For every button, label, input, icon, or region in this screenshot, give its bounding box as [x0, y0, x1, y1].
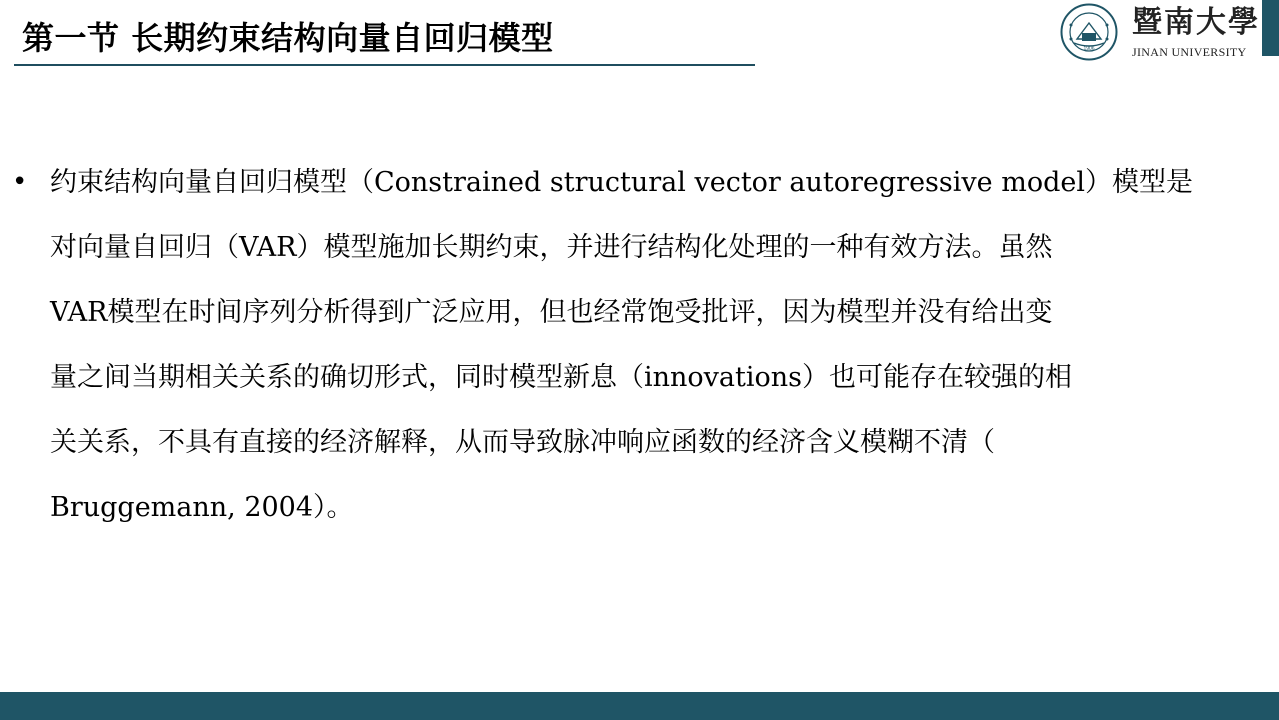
- bullet-paragraph: [50, 150, 1242, 540]
- footer-bar: [0, 692, 1279, 720]
- bullet-item: [12, 150, 1242, 540]
- seal-year: 1906: [1083, 46, 1095, 52]
- logo-name-english: JINAN UNIVERSITY: [1132, 45, 1247, 59]
- university-logo: [1060, 3, 1260, 61]
- title-underline: [14, 64, 755, 66]
- jinan-university-seal-icon: [1060, 3, 1118, 61]
- paragraph-line: VAR模型在时间序列分析得到广泛应用，但也经常饱受批评，因为模型并没有给出变: [50, 297, 1053, 328]
- paragraph-line: 关关系，不具有直接的经济解释，从而导致脉冲响应函数的经济含义模糊不清（: [50, 427, 995, 458]
- paragraph-line: 约束结构向量自回归模型（Constrained structural vector autoregressive model）模型是: [50, 167, 1193, 198]
- logo-name-chinese: 暨南大學: [1132, 5, 1260, 40]
- content-body: [12, 150, 1242, 540]
- bullet-dot: •: [12, 167, 28, 197]
- slide-title: 第一节 长期约束结构向量自回归模型: [22, 19, 554, 57]
- paragraph-line: Bruggemann, 2004）。: [50, 492, 354, 523]
- corner-accent-tab: [1262, 0, 1279, 56]
- paragraph-line: 对向量自回归（VAR）模型施加长期约束，并进行结构化处理的一种有效方法。虽然: [50, 232, 1053, 263]
- paragraph-line: 量之间当期相关关系的确切形式，同时模型新息（innovations）也可能存在较强的相: [50, 362, 1073, 393]
